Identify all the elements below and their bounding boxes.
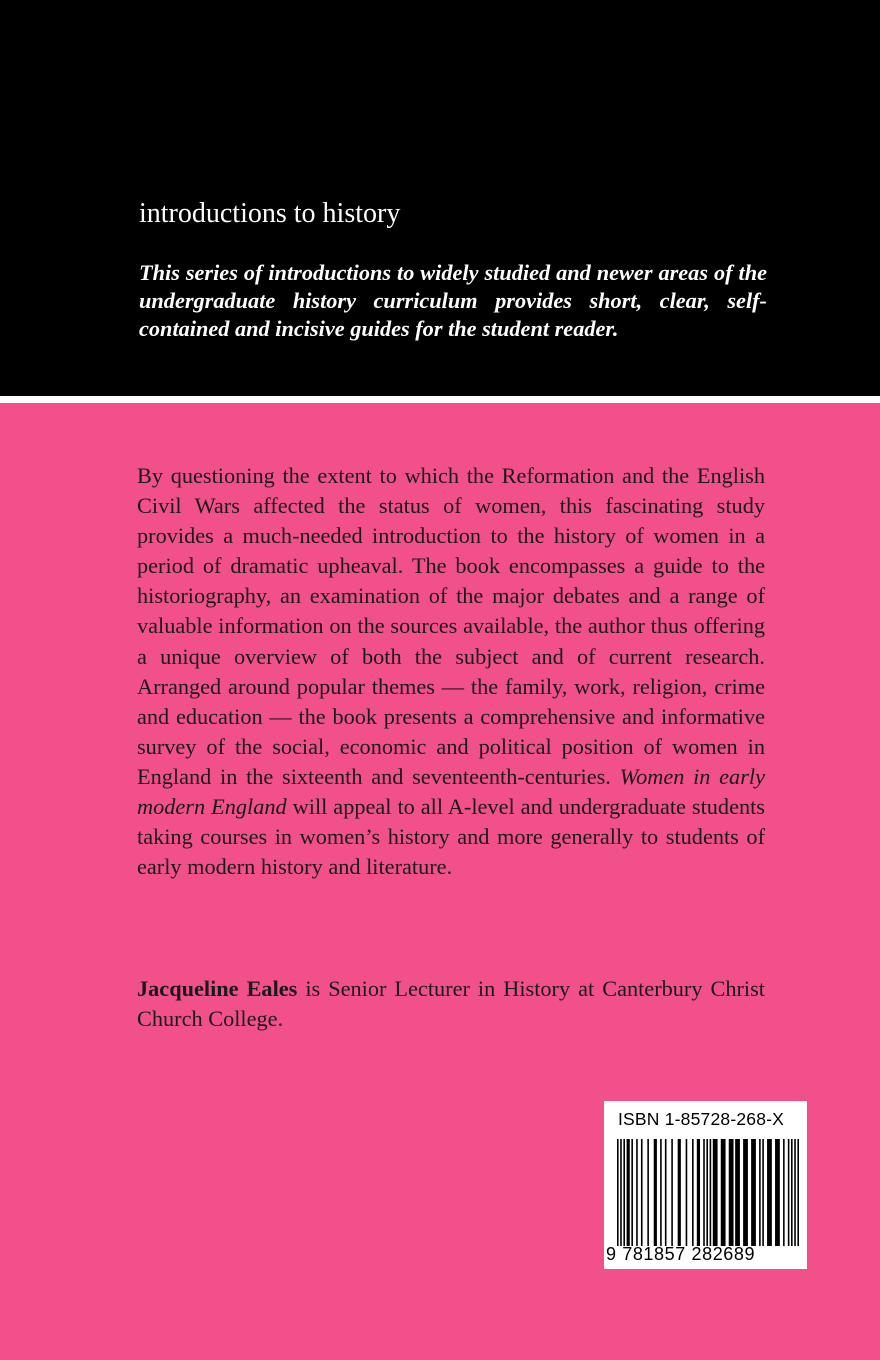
barcode-bar bbox=[617, 1139, 619, 1246]
barcode-bar bbox=[743, 1139, 748, 1246]
barcode-bar bbox=[703, 1139, 705, 1246]
barcode-bar bbox=[692, 1139, 694, 1246]
series-header-band bbox=[0, 0, 880, 396]
barcode-bar bbox=[710, 1139, 712, 1246]
barcode-bar bbox=[783, 1139, 785, 1246]
barcode-bar bbox=[620, 1139, 622, 1246]
white-divider bbox=[0, 396, 880, 403]
barcode-bar bbox=[660, 1139, 662, 1246]
barcode-bar bbox=[767, 1139, 772, 1246]
barcode-bar bbox=[721, 1139, 726, 1246]
barcode-bar bbox=[794, 1139, 796, 1246]
barcode-icon bbox=[617, 1139, 799, 1246]
barcode-bar bbox=[759, 1139, 761, 1246]
ean-digits: 9 781857 282689 bbox=[606, 1244, 756, 1264]
barcode-bar bbox=[797, 1139, 799, 1246]
author-bio: is Senior Lecturer in History at Canterbury Christ Church College. bbox=[137, 976, 765, 1031]
blurb-text: By questioning the extent to which the Reformation and the English Civil Wars affected the status of women, this fascinating study provides a much-needed introduction to the history of women in a period of dramatic upheaval. The book encompasses a guide to the historiography, an examination of the major debates and a range of valuable information on the sources available, the author thus offering a unique overview of both the subject and of current research. Arranged around popular themes — the family, work, religion, crime and education — the book presents a comprehensive and informative survey of the social, economic and political position of women in England in the sixteenth and seventeenth-centuries. bbox=[137, 463, 765, 789]
book-blurb bbox=[137, 461, 765, 882]
barcode-bar bbox=[735, 1139, 740, 1246]
barcode-bar bbox=[686, 1139, 688, 1246]
barcode-bar bbox=[697, 1139, 700, 1246]
barcode-bar bbox=[647, 1139, 649, 1246]
barcode-bar bbox=[636, 1139, 638, 1246]
barcode-bar bbox=[678, 1139, 681, 1246]
barcode-bar bbox=[623, 1139, 625, 1246]
author-name: Jacqueline Eales bbox=[137, 976, 298, 1001]
isbn-label: ISBN 1-85728-268-X bbox=[618, 1109, 785, 1129]
barcode-bar bbox=[665, 1139, 667, 1246]
barcode-bar bbox=[775, 1139, 780, 1246]
barcode-bar bbox=[641, 1139, 643, 1246]
barcode-bar bbox=[751, 1139, 756, 1246]
barcode-box bbox=[604, 1101, 807, 1269]
blurb-text-end: will appeal to all A-level and undergraduate students taking courses in women’s history and more generally to students of early modern history and literature. bbox=[137, 794, 765, 880]
book-title: Women in early modern England bbox=[137, 763, 765, 820]
barcode-bar bbox=[762, 1139, 764, 1246]
barcode-bar bbox=[671, 1139, 673, 1246]
barcode-bar bbox=[706, 1139, 708, 1246]
barcode-bar bbox=[627, 1139, 630, 1246]
barcode-bar bbox=[729, 1139, 734, 1246]
series-title: introductions to history bbox=[139, 198, 401, 229]
barcode-bar bbox=[654, 1139, 657, 1246]
author-note bbox=[137, 974, 765, 1034]
barcode-bar bbox=[713, 1139, 718, 1246]
series-description: This series of introductions to widely studied and newer areas of the undergraduate history curriculum provides short, clear, self-contained and incisive guides for the student reader. bbox=[139, 260, 767, 341]
barcode-bar bbox=[791, 1139, 793, 1246]
barcode-bar bbox=[788, 1139, 790, 1246]
barcode-bar bbox=[631, 1139, 633, 1246]
